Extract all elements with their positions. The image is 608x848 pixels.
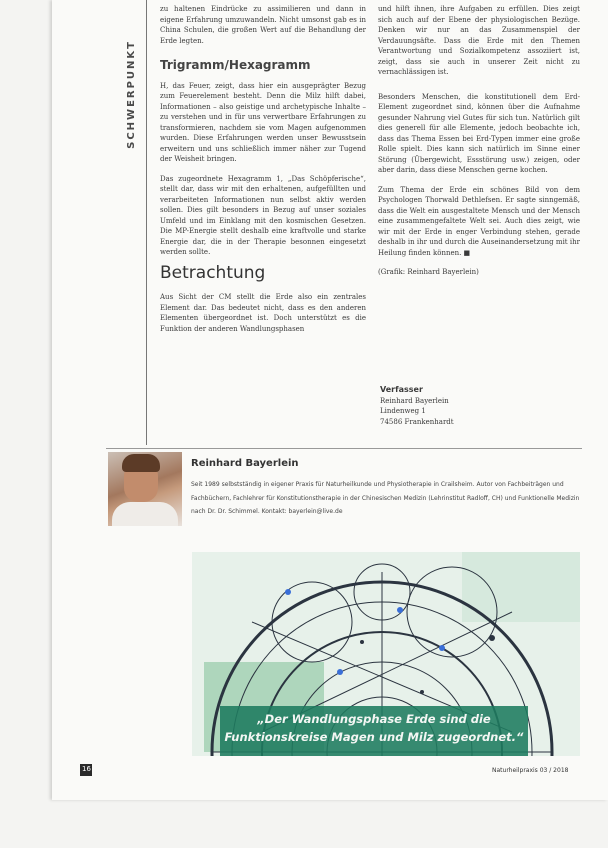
section-heading-trigram: Trigramm/Hexagramm (160, 58, 311, 72)
image-credit: (Grafik: Reinhard Bayerlein) (378, 268, 479, 276)
body-paragraph: Das zugeordnete Hexagramm 1, „Das Schöpferische“, stellt dar, dass wir mit den erhaltenen, aufgefüllten und verarbeiteten Informationen nun selbst aktiv werden sollen. Dies gilt besonders in Bezug auf unser soziales Umfeld und im Einklang mit den kosmischen Gesetzen. Die MP-Energie stellt deshalb eine kraftvolle und starke Energie dar, die in der Therapie besonnen eingesetzt werden sollte. (160, 174, 366, 256)
left-column (160, 4, 366, 343)
page-number-badge (80, 764, 92, 776)
section-divider (146, 0, 147, 445)
author-line: Reinhard Bayerlein (380, 396, 449, 405)
author-label: Verfasser (380, 385, 423, 394)
author-line: Lindenweg 1 (380, 407, 426, 415)
bio-name: Reinhard Bayerlein (191, 458, 299, 469)
quote-line: Funktionskreise Magen und Milz zugeordnet.“ (224, 730, 524, 744)
author-photo (108, 452, 182, 526)
pull-quote (224, 710, 524, 746)
quote-line: „Der Wandlungsphase Erde sind die (257, 712, 491, 726)
body-paragraph: Zum Thema der Erde ein schönes Bild von dem Psychologen Thorwald Dethlefsen. Er sagte sinngemäß, dass die Welt ein ausgestaltete Mensch und der Mensch eine zusammengefaltete Welt sei. Auch dies zeigt, wie wir mit der Erde in enger Verbindung stehen, gerade deshalb in ihr und durch die Auseinandersetzung mit ihr Heilung finden können. ■ (378, 185, 580, 257)
journal-footer: Naturheilpraxis 03 / 2018 (492, 767, 569, 774)
body-paragraph: Besonders Menschen, die konstitutionell dem Erd-Element zugeordnet sind, können über die Aufnahme gesunder Nahrung viel Gutes für sich tun. Natürlich gilt dies generell für alle Elemente, jedoch beobachte ich, dass das Thema Essen bei Erd-Typen immer eine große Rolle spielt. Dies kann sich natürlich im Sinne einer Störung (Übergewicht, Essstörung usw.) zeigen, oder aber darin, dass diese Menschen gerne kochen. (378, 92, 580, 174)
intro-paragraph: zu haltenen Eindrücke zu assimilieren und dann in eigene Erfahrung umzuwandeln. Nicht umsonst gab es in China Schulen, die großen Wert auf die Behandlung der Erde legten. (160, 5, 366, 45)
body-paragraph: und hilft ihnen, ihre Aufgaben zu erfüllen. Dies zeigt sich auch auf der Ebene der physiologischen Bezüge. Denken wir nur an das Zusammenspiel der Verdauungsäfte. Dass die Erde mit den Themen Verantwortung und Sozialkompetenz assoziiert ist, zeigt, dass sie auch in unserer Zeit nicht zu vernachlässigen ist. (378, 5, 580, 76)
author-line: 74586 Frankenhardt (380, 417, 454, 426)
section-label: SCHWERPUNKT (126, 40, 137, 149)
bio-text: Seit 1989 selbstständig in eigener Praxis für Naturheilkunde und Physiotherapie in Crailsheim. Autor von Fachbeiträgen und Fachbüchern, Fachlehrer für Konstitutionstherapie in der Chinesischen Medizin (Lehrinstitut Radloff, CH) und Funktionelle Medizin nach Dr. Dr. Schimmel. Kontakt: bayerlein@live.de (191, 481, 580, 515)
page-number: 16 (82, 765, 91, 773)
author-box (380, 385, 454, 427)
bio-divider (106, 448, 582, 449)
section-heading-betrachtung: Betrachtung (160, 262, 266, 283)
right-column (378, 4, 580, 287)
body-paragraph: H, das Feuer, zeigt, dass hier ein ausgeprägter Bezug zum Feuerelement besteht. Denn die Milz hilft dabei, Informationen – also geistige und archetypische Inhalte – zu verstehen und in für uns verwertbare Erfahrungen zu transformieren, nachdem sie vom Magen aufgenommen wurden. Diese Erfahrungen werden unser Bewusstsein erweitern und uns schließlich immer näher zur Tugend der Weisheit bringen. (160, 81, 366, 163)
body-paragraph: Aus Sicht der CM stellt die Erde also ein zentrales Element dar. Das bedeutet nicht, dass es den anderen Elementen übergeordnet ist. Doch unterstützt es die Funktion der anderen Wandlungsphasen (160, 293, 366, 333)
